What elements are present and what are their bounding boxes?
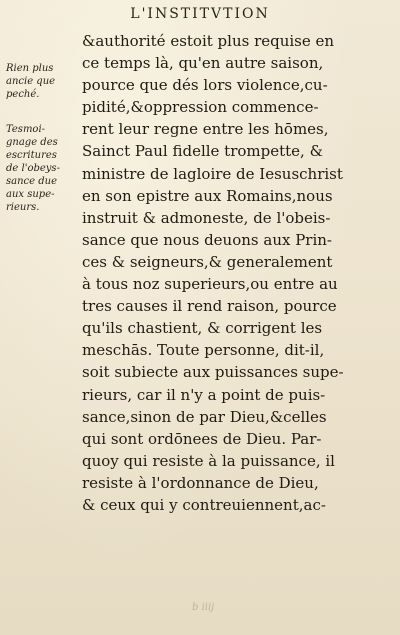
margin-note-line: de l'obeys- [6,163,60,174]
text-line: rieurs, car il n'y a point de puis- [82,385,326,404]
signature-mark: b iiij [192,602,215,613]
margin-note-line: aux supe- [6,189,55,200]
text-line: ces & seigneurs,& generalement [82,252,333,271]
text-line: tres causes il rend raison, pource [82,297,337,316]
text-line: & ceux qui y contreuiennent,ac- [82,495,326,514]
text-line: sance que nous deuons aux Prin- [82,230,332,249]
text-line: sance,sinon de par Dieu,&celles [82,407,327,426]
margin-note-line: escritures [6,150,57,161]
text-line: rent leur regne entre les hōmes, [82,120,329,139]
text-line: quoy qui resiste à la puissance, il [82,451,335,470]
text-line: resiste à l'ordonnance de Dieu, [82,473,319,492]
running-title: L'INSTITVTION [130,6,270,22]
text-line: soit subiecte aux puissances supe- [82,363,344,382]
body-text [82,30,394,516]
margin-note-line: rieurs. [6,202,40,213]
margin-note-1 [6,62,80,101]
text-line: qui sont ordōnees de Dieu. Par- [82,429,322,448]
margin-note-line: peché. [6,89,40,100]
text-line: qu'ils chastient, & corrigent les [82,319,323,338]
text-line: ministre de lagloire de Iesuschrist [82,164,343,183]
margin-note-line: sance due [6,176,57,187]
text-line: meschās. Toute personne, dit-il, [82,341,325,360]
text-line: &authorité estoit plus requise en [82,32,335,50]
text-line: à tous noz superieurs,ou entre au [82,275,338,294]
margin-note-line: ancie que [6,76,56,87]
margin-note-line: gnage des [6,137,58,148]
text-line: ce temps là, qu'en autre saison, [82,54,324,73]
margin-note-2 [6,123,80,214]
margin-notes [6,62,80,230]
text-line: instruit & admoneste, de l'obeis- [82,208,331,227]
margin-note-line: Tesmoi- [6,124,46,135]
text-line: Sainct Paul fidelle trompette, & [82,142,323,161]
margin-note-line: Rien plus [6,63,54,74]
text-line: pidité,&oppression commence- [82,98,319,117]
text-line: pource que dés lors violence,cu- [82,76,328,95]
text-line: en son epistre aux Romains,nous [82,186,333,205]
